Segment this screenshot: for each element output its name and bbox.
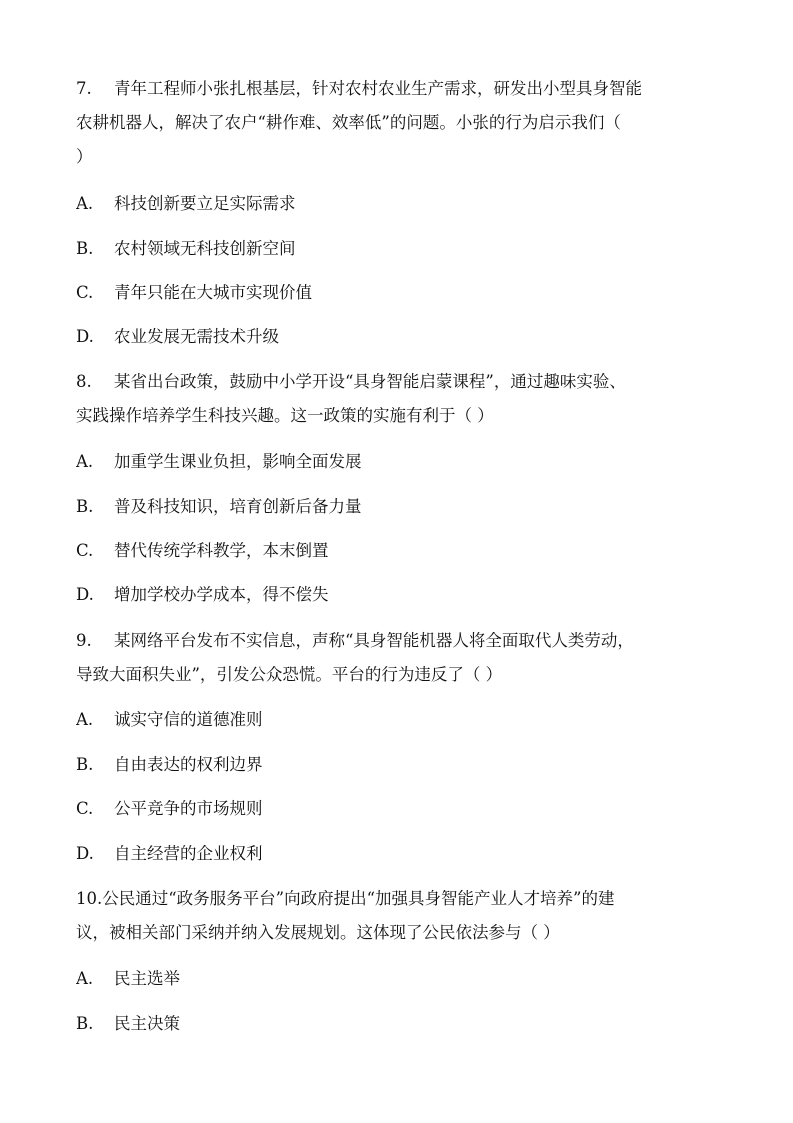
option-letter: D. — [76, 585, 94, 604]
option-letter: A. — [76, 710, 94, 729]
option-text: 民主决策 — [114, 1014, 180, 1033]
option-letter: B. — [76, 755, 94, 774]
option-letter: D. — [76, 844, 94, 863]
option-letter: D. — [76, 327, 94, 346]
option-letter: B. — [76, 1014, 94, 1033]
question-text: 青年工程师小张扎根基层，针对农村农业生产需求，研发出小型具身智能 — [114, 79, 642, 98]
question-9-line-2 — [76, 664, 726, 686]
option-8c — [76, 540, 726, 562]
option-7c — [76, 282, 726, 304]
option-8a — [76, 451, 726, 473]
question-number: 7. — [76, 79, 92, 98]
question-text: ） — [76, 147, 93, 166]
option-7b — [76, 238, 726, 260]
option-8d — [76, 584, 726, 606]
option-letter: C. — [76, 283, 94, 302]
option-text: 自由表达的权利边界 — [114, 755, 263, 774]
question-text: 农耕机器人，解决了农户“耕作难、效率低”的问题。小张的行为启示我们（ — [76, 113, 621, 132]
option-text: 诚实守信的道德准则 — [114, 710, 263, 729]
question-10-line-1 — [76, 888, 726, 910]
option-text: 青年只能在大城市实现价值 — [114, 283, 312, 302]
question-text: 导致大面积失业”，引发公众恐慌。平台的行为违反了（ ） — [76, 665, 503, 684]
question-number: 9. — [76, 631, 92, 650]
option-letter: A. — [76, 452, 94, 471]
option-7d — [76, 326, 726, 348]
question-8-line-1 — [76, 371, 726, 393]
question-7-line-2 — [76, 112, 726, 134]
option-10a — [76, 968, 726, 990]
option-letter: B. — [76, 239, 94, 258]
question-text: 公民通过“政务服务平台”向政府提出“加强具身智能产业人才培养”的建 — [102, 889, 615, 908]
option-9a — [76, 709, 726, 731]
option-9d — [76, 843, 726, 865]
option-9c — [76, 798, 726, 820]
option-9b — [76, 754, 726, 776]
option-text: 增加学校办学成本，得不偿失 — [114, 585, 329, 604]
question-number: 10. — [76, 889, 103, 908]
option-7a — [76, 193, 726, 215]
option-text: 加重学生课业负担，影响全面发展 — [114, 452, 362, 471]
question-8-line-2 — [76, 405, 726, 427]
question-text: 某省出台政策，鼓励中小学开设“具身智能启蒙课程”，通过趣味实验、 — [114, 372, 626, 391]
question-7-line-3 — [76, 146, 726, 168]
option-text: 农村领域无科技创新空间 — [114, 239, 296, 258]
option-letter: A. — [76, 969, 94, 988]
question-7-line-1 — [76, 78, 726, 100]
option-letter: B. — [76, 497, 94, 516]
option-text: 农业发展无需技术升级 — [114, 327, 279, 346]
option-text: 自主经营的企业权利 — [114, 844, 263, 863]
option-text: 民主选举 — [114, 969, 180, 988]
option-8b — [76, 496, 726, 518]
question-text: 议，被相关部门采纳并纳入发展规划。这体现了公民依法参与（ ） — [76, 923, 560, 942]
question-number: 8. — [76, 372, 92, 391]
question-text: 某网络平台发布不实信息，声称“具身智能机器人将全面取代人类劳动， — [114, 631, 634, 650]
option-letter: C. — [76, 799, 94, 818]
option-text: 普及科技知识，培育创新后备力量 — [114, 497, 362, 516]
option-letter: A. — [76, 194, 94, 213]
option-text: 科技创新要立足实际需求 — [114, 194, 296, 213]
option-text: 替代传统学科教学，本末倒置 — [114, 541, 329, 560]
option-10b — [76, 1013, 726, 1035]
question-text: 实践操作培养学生科技兴趣。这一政策的实施有利于（ ） — [76, 406, 494, 425]
option-letter: C. — [76, 541, 94, 560]
option-text: 公平竞争的市场规则 — [114, 799, 263, 818]
question-9-line-1 — [76, 630, 726, 652]
question-10-line-2 — [76, 922, 726, 944]
